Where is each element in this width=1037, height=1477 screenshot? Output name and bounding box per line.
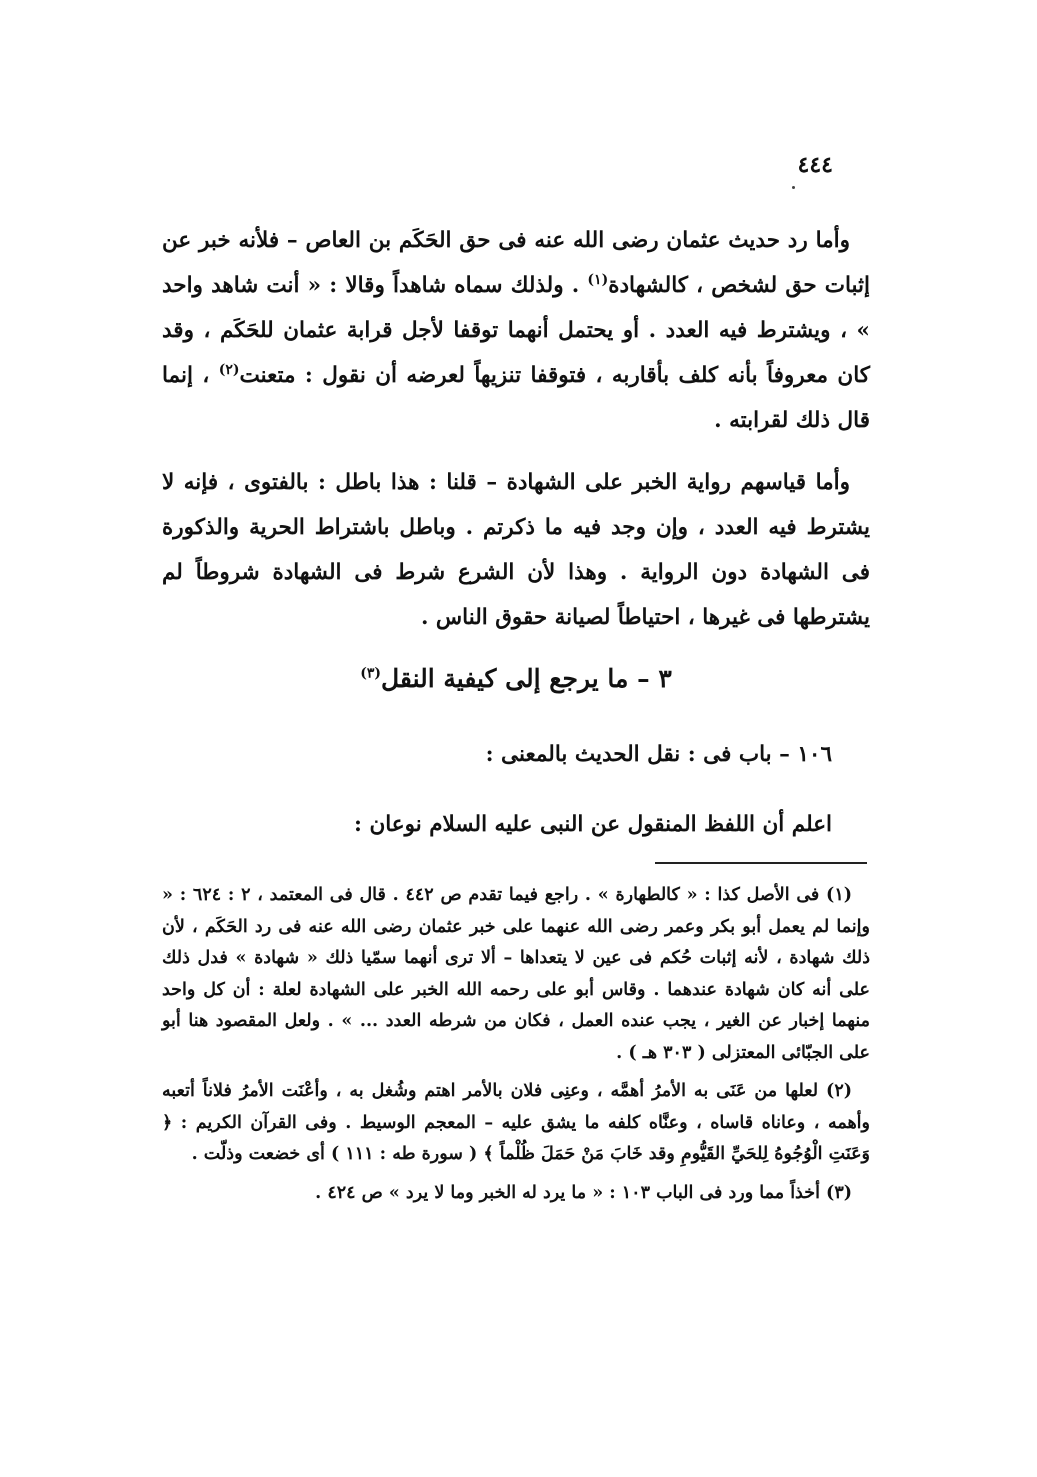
paragraph-1-part-c: ، إنما قال ذلك لقرابته .	[162, 363, 870, 433]
footnote-ref-3: (٣)	[360, 665, 381, 682]
section-heading-text: ٣ – ما يرجع إلى كيفية النقل	[380, 664, 672, 693]
paragraph-2	[162, 460, 870, 640]
intro-text: اعلم أن اللفظ المنقول عن النبى عليه السلام نوعان :	[354, 812, 832, 837]
footnote-3: (٣) أخذاً مما ورد فى الباب ١٠٣ : « ما يرد له الخبر وما لا يرد » ص ٤٢٤ .	[315, 1182, 852, 1203]
footnote-separator	[655, 862, 867, 864]
paragraph-1-part-a: وأما رد حديث عثمان رضى الله عنه فى حق الحَكَم بن العاص – فلأنه خبر عن إثبات حق لشخص ، كالشهادة	[162, 228, 870, 298]
section-heading	[162, 664, 870, 693]
paragraph-1-part-b: . ولذلك سماه شاهداً وقالا : « أنت شاهد واحد » ، ويشترط فيه العدد . أو يحتمل أنهما توقفا لأجل قرابة عثمان للحَكَم ، وقد كان معروفاً بأنه كلف بأقاربه ، فتوقفا تنزيهاً لعرضه أن نقول : متعنت	[162, 273, 870, 388]
chapter-title: ١٠٦ – باب فى : نقل الحديث بالمعنى :	[485, 742, 832, 767]
footnote-2: (٢) لعلها من عَنَى به الأمرُ أهمَّه ، وعنِى فلان بالأمر اهتم وشُغل به ، وأعْنَت الأمرُ فلاناً أتعبه وأهمه ، وعاناه قاساه ، وعنَّاه كلفه ما يشق عليه – المعجم الوسيط . وفى القرآن الكريم : ﴿ وَعَنَتِ الْوُجُوهُ لِلحَيِّ القَيُّومِ وقد خَابَ مَنْ حَمَلَ ظُلْماً ﴾ ( سورة طه : ١١١ ) أى خضعت وذلّت .	[162, 1081, 870, 1164]
footnote-1: (١) فى الأصل كذا : « كالطهارة » . راجع فيما تقدم ص ٤٤٢ . قال فى المعتمد ، ٢ : ٦٢٤ : « وإنما لم يعمل أبو بكر وعمر رضى الله عنهما على خبر عثمان رضى الله عنه فى رد الحَكَم ، لأن ذلك شهادة ، لأنه إثبات حُكم فى عين لا يتعداها – ألا ترى أنهما سمّيا ذلك « شهادة » فدل ذلك على أنه كان شهادة عندهما . وقاس أبو على رحمه الله الخبر على الشهادة لعلة : أن كل واحد منهما إخبار عن الغير ، يجب عنده العمل ، فكان من شرطه العدد ... » . ولعل المقصود هنا أبو على الجبّائى المعتزلى ( ٣٠٣ هـ ) .	[162, 885, 870, 1063]
paragraph-2-text: وأما قياسهم رواية الخبر على الشهادة – قلنا : هذا باطل : بالفتوى ، فإنه لا يشترط فيه العدد ، وإن وجد فيه ما ذكرتم . وباطل باشتراط الحرية والذكورة فى الشهادة دون الرواية . وهذا لأن الشرع شرط فى الشهادة شروطاً لم يشترطها فى غيرها ، احتياطاً لصيانة حقوق الناس .	[162, 470, 870, 630]
page-number: ٤٤٤	[797, 152, 833, 178]
paragraph-1-text	[162, 218, 870, 443]
footnote-ref-2: (٢)	[218, 361, 240, 378]
paragraph-1	[162, 218, 870, 443]
footnote-ref-1: (١)	[587, 271, 609, 288]
footnotes	[162, 880, 870, 1216]
stray-dot	[792, 186, 795, 189]
